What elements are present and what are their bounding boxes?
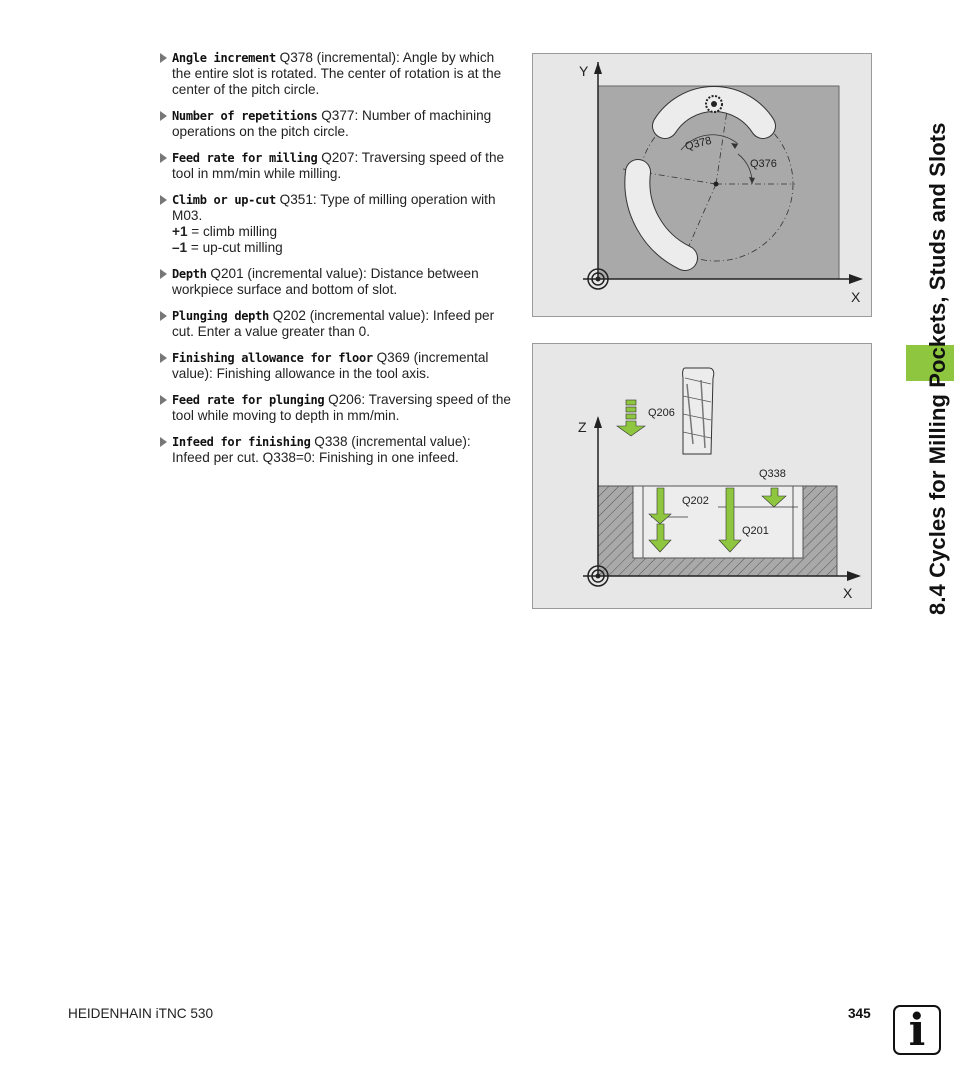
- parameter-keyword: Feed rate for milling: [172, 151, 318, 165]
- chapter-title: 8.4 Cycles for Milling Pockets, Studs and Slots: [925, 122, 950, 615]
- option-line: [172, 240, 512, 256]
- parameter-keyword: Finishing allowance for floor: [172, 351, 373, 365]
- parameter-description: Q351: Type of milling operation with M03.: [172, 192, 496, 223]
- parameter-item: [160, 108, 512, 140]
- parameter-item: [160, 192, 512, 256]
- parameter-keyword: Infeed for finishing: [172, 435, 311, 449]
- axis-x-label: X: [843, 585, 853, 601]
- parameter-description: Q377: Number of machining operations on the pitch circle.: [172, 108, 492, 139]
- parameter-description: Q206: Traversing speed of the tool while moving to depth in mm/min.: [172, 392, 511, 423]
- bullet-triangle-icon: [160, 311, 167, 321]
- bullet-triangle-icon: [160, 353, 167, 363]
- parameter-item: [160, 350, 512, 382]
- parameter-list: [160, 50, 512, 476]
- option-line: [172, 224, 512, 240]
- axis-z-label: Z: [578, 419, 587, 435]
- axis-x-label: X: [851, 289, 861, 305]
- parameter-item: [160, 266, 512, 298]
- page-number: 345: [848, 1006, 871, 1021]
- parameter-item: [160, 50, 512, 98]
- parameter-description: Q202 (incremental value): Infeed per cut. Enter a value greater than 0.: [172, 308, 495, 339]
- info-icon: i: [893, 1005, 941, 1055]
- bullet-triangle-icon: [160, 53, 167, 63]
- bullet-triangle-icon: [160, 437, 167, 447]
- depth-diagram: [533, 344, 871, 608]
- option-label: = up-cut milling: [187, 240, 283, 255]
- parameter-keyword: Angle increment: [172, 51, 276, 65]
- q201-label: Q201: [742, 525, 769, 537]
- option-label: = climb milling: [187, 224, 278, 239]
- pitch-circle-diagram: [533, 54, 871, 316]
- parameter-item: [160, 392, 512, 424]
- parameter-keyword: Number of repetitions: [172, 109, 318, 123]
- footer-product: HEIDENHAIN iTNC 530: [68, 1006, 214, 1021]
- parameter-keyword: Plunging depth: [172, 309, 269, 323]
- q202-label: Q202: [682, 495, 709, 507]
- bullet-triangle-icon: [160, 195, 167, 205]
- figure-slot-pitch-circle: [532, 53, 872, 317]
- parameter-keyword: Feed rate for plunging: [172, 393, 325, 407]
- parameter-description: Q201 (incremental value): Distance between workpiece surface and bottom of slot.: [172, 266, 479, 297]
- parameter-description: Q207: Traversing speed of the tool in mm/min while milling.: [172, 150, 505, 181]
- bullet-triangle-icon: [160, 269, 167, 279]
- q378-label: Q378: [683, 134, 713, 153]
- parameter-description: Q338 (incremental value): Infeed per cut. Q338=0: Finishing in one infeed.: [172, 434, 471, 465]
- option-value: –1: [172, 240, 188, 255]
- figure-slot-depth: [532, 343, 872, 609]
- option-value: +1: [172, 224, 188, 239]
- parameter-keyword: Climb or up-cut: [172, 193, 276, 207]
- bullet-triangle-icon: [160, 111, 167, 121]
- parameter-item: [160, 434, 512, 466]
- parameter-description: Q369 (incremental value): Finishing allowance in the tool axis.: [172, 350, 489, 381]
- parameter-item: [160, 150, 512, 182]
- parameter-keyword: Depth: [172, 267, 207, 281]
- q376-label: Q376: [750, 158, 777, 170]
- q206-label: Q206: [648, 407, 675, 419]
- axis-y-label: Y: [579, 63, 589, 79]
- q338-label: Q338: [759, 468, 786, 480]
- bullet-triangle-icon: [160, 153, 167, 163]
- bullet-triangle-icon: [160, 395, 167, 405]
- parameter-item: [160, 308, 512, 340]
- parameter-description: Q378 (incremental): Angle by which the entire slot is rotated. The center of rotation is at the center of the pitch circle.: [172, 50, 502, 97]
